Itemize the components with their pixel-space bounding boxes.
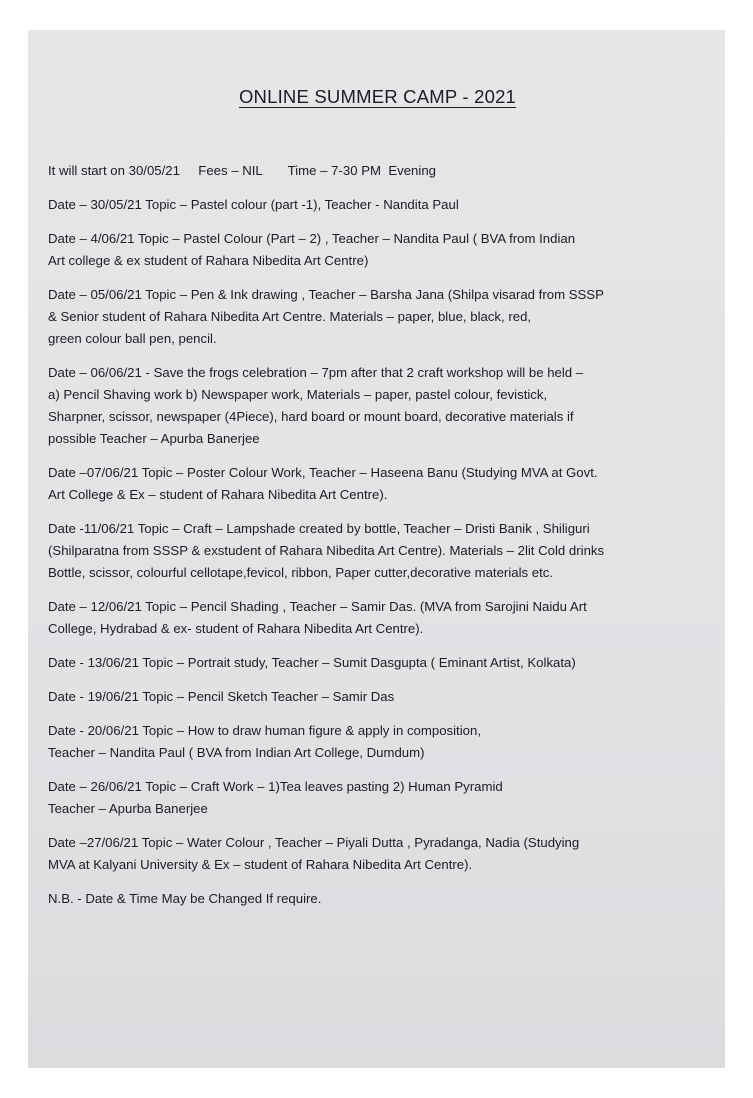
intro-line: It will start on 30/05/21 Fees – NIL Time – 7-30 PM Evening: [48, 163, 436, 178]
schedule-entry: Date -11/06/21 Topic – Craft – Lampshade created by bottle, Teacher – Dristi Banik , Shiliguri (Shilparatna from SSSP & exstudent of Rahara Nibedita Art Centre). Materials – 2lit Cold drinks Bottle, scissor, colourful cellotape,fevicol, ribbon, Paper cutter,decorative materials etc.: [48, 521, 605, 580]
schedule-entry: Date –27/06/21 Topic – Water Colour , Teacher – Piyali Dutta , Pyradanga, Nadia (Studying MVA at Kalyani University & Ex – student of Rahara Nibedita Art Centre).: [48, 835, 580, 872]
document-page: [28, 30, 725, 1068]
schedule-entry: Date – 12/06/21 Topic – Pencil Shading , Teacher – Samir Das. (MVA from Sarojini Naidu Art College, Hydrabad & ex- student of Rahara Nibedita Art Centre).: [48, 599, 587, 636]
schedule-entry: Date – 05/06/21 Topic – Pen & Ink drawing , Teacher – Barsha Jana (Shilpa visarad from SSSP & Senior student of Rahara Nibedita Art Centre. Materials – paper, blue, black, red, green colour ball pen, pencil.: [48, 287, 604, 346]
schedule-entry: Date – 06/06/21 - Save the frogs celebration – 7pm after that 2 craft workshop will be held – a) Pencil Shaving work b) Newspaper work, Materials – paper, pastel colour, fevistick, Sharpner, scissor, newspaper (4Piece), hard board or mount board, decorative materials if possible Teacher – Apurba Banerjee: [48, 365, 584, 446]
document-title: ONLINE SUMMER CAMP - 2021: [238, 86, 517, 107]
schedule-entry: Date – 4/06/21 Topic – Pastel Colour (Part – 2) , Teacher – Nandita Paul ( BVA from Indian Art college & ex student of Rahara Nibedita Art Centre): [48, 231, 576, 268]
schedule-entry: Date – 30/05/21 Topic – Pastel colour (part -1), Teacher - Nandita Paul: [48, 197, 459, 212]
schedule-entry: Date – 26/06/21 Topic – Craft Work – 1)Tea leaves pasting 2) Human Pyramid Teacher – Apurba Banerjee: [48, 779, 503, 816]
schedule-entry: Date - 20/06/21 Topic – How to draw human figure & apply in composition, Teacher – Nandita Paul ( BVA from Indian Art College, Dumdum): [48, 723, 481, 760]
schedule-entry: Date –07/06/21 Topic – Poster Colour Work, Teacher – Haseena Banu (Studying MVA at Govt. Art College & Ex – student of Rahara Nibedita Art Centre).: [48, 465, 598, 502]
schedule-entry: Date - 13/06/21 Topic – Portrait study, Teacher – Sumit Dasgupta ( Eminant Artist, Kolkata): [48, 655, 576, 670]
schedule-entry: Date - 19/06/21 Topic – Pencil Sketch Teacher – Samir Das: [48, 689, 395, 704]
footnote: N.B. - Date & Time May be Changed If require.: [48, 891, 322, 906]
